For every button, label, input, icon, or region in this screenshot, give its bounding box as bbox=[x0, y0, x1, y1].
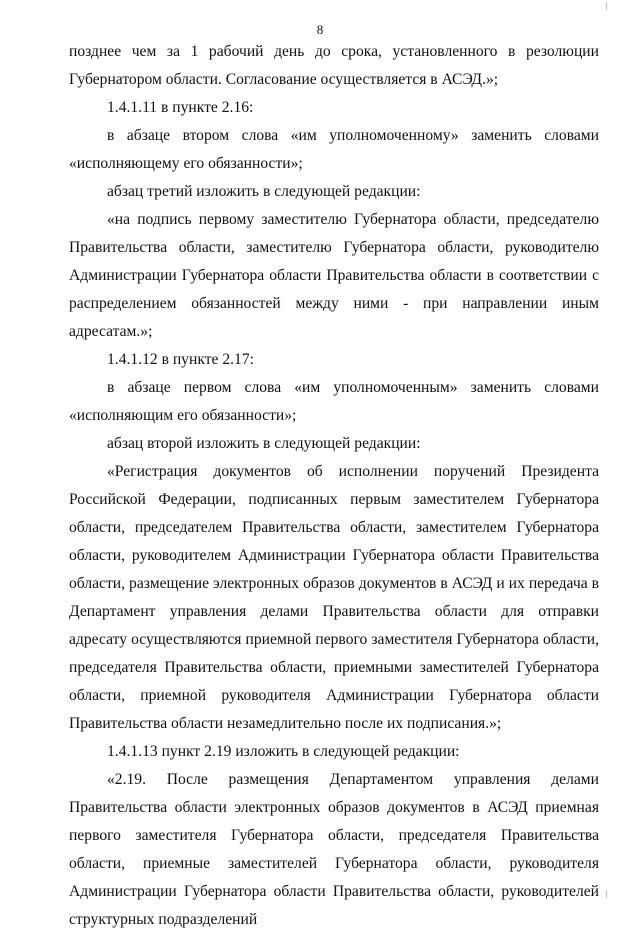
paragraph-amendment: абзац третий изложить в следующей редакции: bbox=[107, 183, 421, 200]
scan-edge-mark-top bbox=[606, 2, 607, 10]
paragraph-quoted-text: «2.19. После размещения Департаментом управления делами Правительства области электронных образов документов в АСЭД приемная первого заместителя Губернатора области, председателя Правительства области, приемные заместителей Губернатора области, руководителя Администрации Губернатора области Правительства области, руководителей структурных подразделений bbox=[69, 771, 599, 928]
paragraph-item-1-4-1-11: 1.4.1.11 в пункте 2.16: bbox=[107, 99, 254, 116]
paragraph-item-1-4-1-13: 1.4.1.13 пункт 2.19 изложить в следующей редакции: bbox=[107, 743, 460, 760]
scan-edge-mark-bottom bbox=[606, 890, 607, 898]
paragraph-amendment: в абзаце первом слова «им уполномоченным» заменить словами «исполняющим его обязанности»; bbox=[69, 379, 599, 424]
paragraph-quoted-text: «на подпись первому заместителю Губернатора области, председателю Правительства области, заместителю Губернатора области, руководителю Администрации Губернатора области Правительства области в соответствии с распределением обязанностей между ними - при направлении иным адресатам.»; bbox=[69, 211, 599, 340]
paragraph-amendment: абзац второй изложить в следующей редакции: bbox=[107, 435, 421, 452]
paragraph-amendment: в абзаце втором слова «им уполномоченному» заменить словами «исполняющему его обязанности»; bbox=[69, 127, 599, 172]
paragraph-item-1-4-1-12: 1.4.1.12 в пункте 2.17: bbox=[107, 351, 254, 368]
paragraph-continuation: позднее чем за 1 рабочий день до срока, установленного в резолюции Губернатором области. Согласование осуществляется в АСЭД.»; bbox=[69, 43, 599, 88]
page-number: 8 bbox=[316, 22, 324, 37]
document-body bbox=[69, 38, 599, 934]
paragraph-quoted-text: «Регистрация документов об исполнении поручений Президента Российской Федерации, подписанных первым заместителем Губернатора области, председателем Правительства области, заместителем Губернатора области, руководителем Администрации Губернатора области Правительства области, размещение электронных образов документов в АСЭД и их передача в Департамент управления делами Правительства области для отправки адресату осуществляются приемной первого заместителя Губернатора области, председателя Правительства области, приемными заместителей Губернатора области, приемной руководителя Администрации Губернатора области Правительства области незамедлительно после их подписания.»; bbox=[69, 463, 599, 732]
